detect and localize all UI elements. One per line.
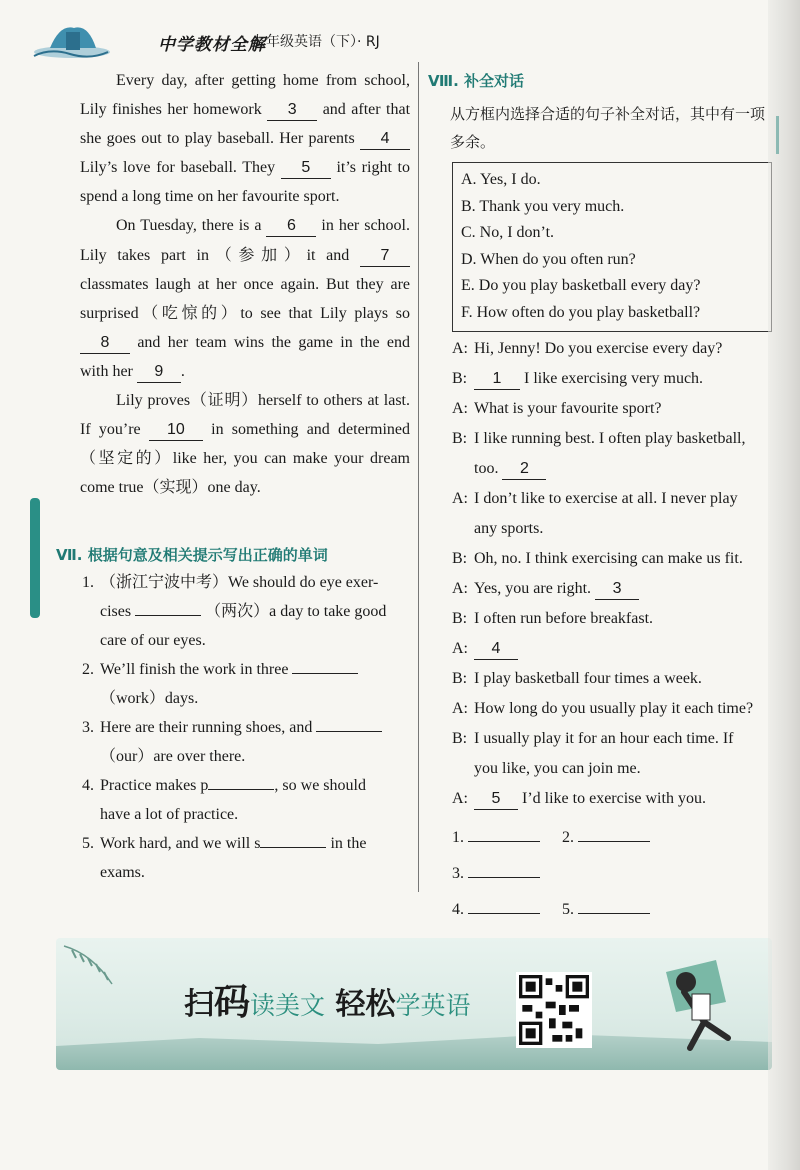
section-8-instruction: 从方框内选择合适的句子补全对话，其中有一项多余。: [450, 105, 766, 151]
dialogue-line: B: I usually play it for an hour each time. If you like, you can join me.: [452, 730, 734, 777]
option-e: E. Do you play basketball every day?: [461, 277, 701, 295]
answer-line[interactable]: [316, 718, 382, 732]
options-box: [452, 162, 772, 332]
question-4: 4. Practice makes p , so we should have a lot of practice.: [82, 777, 366, 823]
option-a: A. Yes, I do.: [461, 171, 541, 188]
passage-paragraph-3: Lily proves（证明）herself to others at last. If you’re 10 in something and determined（坚定的）like her, you can make your dream come true（实现）one day.: [80, 392, 411, 497]
page-side-tab: [30, 498, 40, 618]
answer-line[interactable]: [260, 834, 326, 848]
blank-10: 10: [149, 420, 203, 441]
dialogue-blank-4: 4: [474, 639, 518, 660]
section-8-title: Ⅷ. 补全对话: [428, 72, 525, 90]
book-title: 中学教材全解: [158, 35, 266, 55]
dialogue: [452, 334, 772, 814]
blank-3: 3: [267, 100, 317, 121]
dialogue-line: B: Oh, no. I think exercising can make us fit.: [452, 550, 743, 567]
option-c: C. No, I don’t.: [461, 224, 555, 242]
answer-line-1[interactable]: [468, 828, 540, 842]
answer-line-3[interactable]: [468, 864, 540, 878]
blank-5: 5: [281, 158, 331, 179]
column-divider: [418, 62, 419, 892]
dialogue-blank-1: 1: [474, 369, 520, 390]
question-3: 3. Here are their running shoes, and （our）are over there.: [82, 713, 408, 771]
passage-paragraph-2: On Tuesday, there is a 6 in her school. Lily takes part in（参加）it and 7 classmates laugh at her once again. But they are surprised（吃惊的）to see that Lily plays so 8 and her team wins the game in the end with her 9 .: [80, 211, 410, 386]
answer-line[interactable]: [208, 776, 274, 790]
question-2: 2. We’ll finish the work in three （work）days.: [82, 655, 408, 713]
blank-7: 7: [360, 246, 410, 267]
dialogue-line: B: 1 I like exercising very much.: [452, 364, 772, 394]
option-f: F. How often do you play basketball?: [461, 303, 701, 321]
passage-paragraph-1: Every day, after getting home from school, Lily finishes her homework 3 and after that she goes out to play baseball. Her parents 4 Lily’s love for baseball. They 5 it’s right to spend a long time on her favourite sport.: [80, 72, 411, 206]
dialogue-blank-5: 5: [474, 789, 518, 810]
dialogue-blank-3: 3: [595, 579, 639, 600]
dialogue-line: A: 5 I’d like to exercise with you.: [452, 784, 772, 814]
blank-9: 9: [137, 362, 181, 383]
dialogue-line: A: Hi, Jenny! Do you exercise every day?: [452, 340, 723, 357]
dialogue-line: A: What is your favourite sport?: [452, 400, 662, 417]
dialogue-line: A: How long do you usually play it each time?: [452, 700, 754, 717]
cloze-passage: [80, 66, 410, 502]
reading-boy-illustration-icon: [646, 952, 756, 1062]
page-edge-shadow: [768, 0, 800, 1170]
section-7-questions: [82, 568, 408, 887]
dialogue-line: A: 4: [452, 634, 772, 664]
blank-4: 4: [360, 129, 410, 150]
blank-6: 6: [266, 216, 316, 237]
banner-slogan: 扫码读美文 轻松学英语: [184, 982, 471, 1023]
answer-line-4[interactable]: [468, 900, 540, 914]
dialogue-line: B: I like running best. I often play basketball, too. 2: [452, 424, 772, 484]
question-1: 1. （浙江宁波中考）We should do eye exer- cises （两次）a day to take good care of our eyes.: [82, 574, 387, 649]
answer-line-2[interactable]: [578, 828, 650, 842]
dialogue-line: B: I play basketball four times a week.: [452, 670, 702, 687]
blank-8: 8: [80, 333, 130, 354]
scan-banner[interactable]: [56, 938, 772, 1070]
book-subtitle: 七年级英语（下）· RJ: [252, 34, 380, 50]
page-header: [30, 18, 450, 64]
answer-line[interactable]: [292, 660, 358, 674]
qr-code-icon[interactable]: [516, 972, 592, 1048]
answer-line-5[interactable]: [578, 900, 650, 914]
section-7-title: Ⅶ. 根据句意及相关提示写出正确的单词: [56, 546, 328, 564]
dialogue-line: A: I don’t like to exercise at all. I never play any sports.: [452, 490, 738, 537]
answer-line[interactable]: [135, 602, 201, 616]
dialogue-line: B: I often run before breakfast.: [452, 610, 654, 627]
question-5: 5. Work hard, and we will s in the exams.: [82, 835, 367, 881]
answer-lines: 1. 2. 3. 4. 5.: [452, 820, 772, 928]
book-logo-icon: [30, 18, 110, 62]
dialogue-blank-2: 2: [502, 459, 546, 480]
dialogue-line: A: Yes, you are right. 3: [452, 574, 772, 604]
option-b: B. Thank you very much.: [461, 197, 625, 215]
option-d: D. When do you often run?: [461, 250, 636, 268]
willow-leaves-icon: [62, 944, 132, 1014]
